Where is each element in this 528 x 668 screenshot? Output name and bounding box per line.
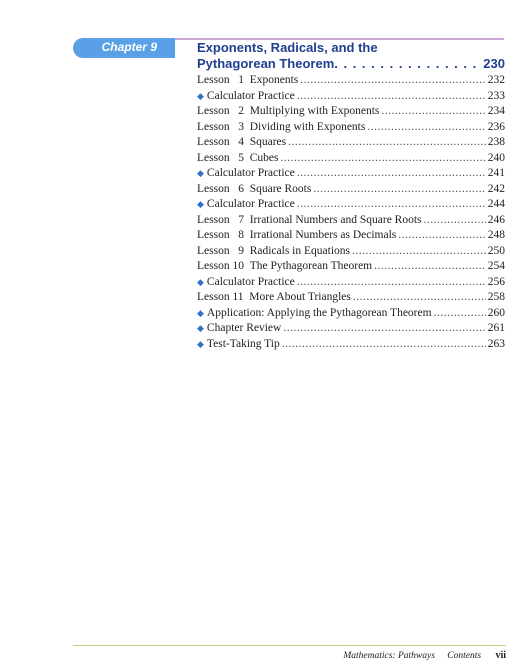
dot-leader (280, 151, 485, 167)
dot-leader (288, 135, 486, 151)
toc-entry[interactable] (197, 259, 505, 275)
chapter-title-line1: Exponents, Radicals, and the (197, 40, 378, 55)
toc-entry[interactable] (197, 197, 505, 213)
toc-entry-label: Application: Applying the Pythagorean Theorem (206, 306, 432, 319)
chapter-heading[interactable] (197, 40, 505, 72)
toc-entry-label: Lesson 5 Cubes (197, 151, 279, 164)
toc-entry-page: 233 (487, 89, 505, 102)
toc-entry-label: Lesson 11 More About Triangles (197, 291, 351, 303)
dot-leader (313, 182, 485, 198)
dot-leader (398, 228, 485, 244)
chapter-title-line2: Pythagorean Theorem (197, 56, 335, 71)
dot-leader (297, 89, 486, 105)
dot-leader (367, 120, 485, 136)
dot-leader (300, 73, 485, 89)
toc-entry-page: 256 (487, 275, 505, 288)
toc-entry[interactable] (197, 89, 505, 105)
toc-entry-page: 241 (487, 167, 505, 179)
toc-entry[interactable] (197, 290, 505, 306)
dot-leader (297, 166, 486, 182)
dot-leader (282, 337, 486, 353)
toc-entry-label: Lesson 2 Multiplying with Exponents (197, 105, 380, 117)
toc-entry[interactable] (197, 337, 505, 353)
dot-leader (424, 213, 486, 229)
chapter-page-number: 230 (483, 56, 505, 71)
toc-entry-label: Lesson 9 Radicals in Equations (197, 244, 350, 257)
diamond-bullet-icon: ◆ (197, 90, 204, 101)
page-footer (340, 650, 506, 661)
dot-leader (352, 244, 486, 260)
chapter-tab-label: Chapter 9 (101, 40, 157, 54)
chapter-tab (73, 38, 175, 58)
toc-entry-label: Calculator Practice (206, 89, 295, 102)
toc-entry-label: Chapter Review (206, 322, 282, 334)
toc-entry[interactable] (197, 135, 505, 151)
toc-entry-page: 240 (487, 151, 505, 164)
toc-entry-label: Calculator Practice (206, 275, 295, 288)
toc-entry-page: 254 (487, 260, 505, 272)
toc-entry-page: 246 (487, 213, 505, 226)
toc-entry-page: 242 (487, 182, 505, 195)
toc-entry[interactable] (197, 228, 505, 244)
toc-entry-page: 263 (487, 337, 505, 350)
diamond-bullet-icon: ◆ (197, 323, 204, 333)
toc-entry-page: 248 (487, 229, 505, 241)
toc-entry[interactable] (197, 275, 505, 291)
diamond-bullet-icon: ◆ (197, 276, 204, 287)
toc-list (197, 73, 505, 352)
toc-entry-page: 238 (487, 136, 505, 148)
toc-entry[interactable] (197, 306, 505, 322)
toc-entry-label: Lesson 1 Exponents (197, 74, 299, 86)
toc-entry[interactable] (197, 213, 505, 229)
toc-entry-page: 250 (487, 244, 505, 257)
bottom-rule (73, 645, 506, 646)
dot-leader (297, 197, 486, 213)
toc-entry-label: Lesson 6 Square Roots (197, 182, 312, 195)
toc-entry[interactable] (197, 244, 505, 260)
diamond-bullet-icon: ◆ (197, 168, 204, 178)
toc-entry[interactable] (197, 182, 505, 198)
footer-book-title: Mathematics: Pathways (343, 651, 435, 661)
toc-entry[interactable] (197, 73, 505, 89)
toc-entry[interactable] (197, 321, 505, 337)
diamond-bullet-icon: ◆ (197, 199, 204, 209)
dot-leader (297, 275, 486, 291)
toc-entry-label: Lesson 8 Irrational Numbers as Decimals (197, 229, 397, 241)
toc-entry-label: Lesson 10 The Pythagorean Theorem (197, 260, 373, 272)
toc-entry[interactable] (197, 104, 505, 120)
dot-leader (374, 259, 486, 275)
toc-entry-page: 258 (487, 291, 505, 303)
toc-entry-label: Test-Taking Tip (206, 337, 280, 350)
toc-entry-label: Calculator Practice (206, 167, 295, 179)
dot-leader (353, 290, 486, 306)
toc-entry-label: Lesson 3 Dividing with Exponents (197, 120, 366, 133)
toc-entry-page: 244 (487, 198, 505, 210)
dot-leader (381, 104, 485, 120)
footer-page-number: vii (495, 650, 506, 661)
toc-entry[interactable] (197, 120, 505, 136)
toc-entry-page: 260 (487, 306, 505, 319)
toc-entry-label: Calculator Practice (206, 198, 295, 210)
toc-entry[interactable] (197, 151, 505, 167)
diamond-bullet-icon: ◆ (197, 338, 204, 349)
dot-leader (334, 56, 479, 72)
diamond-bullet-icon: ◆ (197, 307, 204, 318)
toc-entry-page: 232 (487, 74, 505, 86)
toc-entry-page: 234 (487, 105, 505, 117)
toc-entry-label: Lesson 7 Irrational Numbers and Square Roots (197, 213, 422, 226)
toc-entry-label: Lesson 4 Squares (197, 136, 287, 148)
dot-leader (434, 306, 486, 322)
dot-leader (283, 321, 485, 337)
toc-entry-page: 236 (487, 120, 505, 133)
toc-entry[interactable] (197, 166, 505, 182)
footer-section: Contents (447, 651, 482, 661)
toc-entry-page: 261 (487, 322, 505, 334)
